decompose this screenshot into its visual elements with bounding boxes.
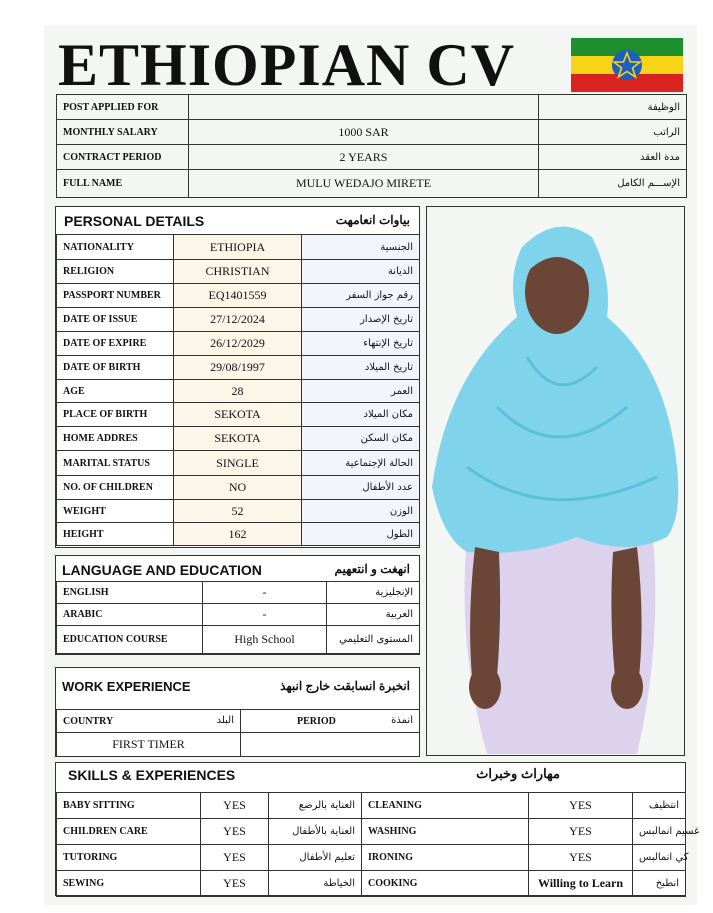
skill-value: YES (529, 793, 633, 819)
personal-row (57, 380, 420, 403)
personal-row (57, 260, 420, 284)
skill-label: TUTORING (57, 845, 201, 871)
skill-value: YES (201, 845, 269, 871)
skill-arabic: العناية بالأطفال (269, 819, 362, 845)
skill-arabic: تعليم الأطفال (269, 845, 362, 871)
page-title: ETHIOPIAN CV (58, 32, 516, 98)
language-heading-arabic: انهغت و انتعهيم (334, 562, 410, 576)
personal-value: EQ1401559 (174, 284, 302, 308)
salary-label: MONTHLY SALARY (57, 120, 189, 145)
personal-value: 162 (174, 523, 302, 546)
personal-arabic: الجنسية (302, 235, 420, 260)
personal-label: RELIGION (57, 260, 174, 284)
salary-value: 1000 SAR (189, 120, 539, 145)
personal-details-heading: PERSONAL DETAILS (64, 213, 205, 229)
work-experience-heading: WORK EXPERIENCE (62, 679, 191, 694)
language-row (57, 582, 420, 604)
post-applied-value (189, 95, 539, 120)
skills-heading: SKILLS & EXPERIENCES (68, 767, 236, 783)
personal-value: SINGLE (174, 451, 302, 476)
skill-value: YES (201, 819, 269, 845)
full-name-arabic: الإســـم الكامل (539, 170, 687, 198)
personal-label: DATE OF BIRTH (57, 356, 174, 380)
personal-label: NO. OF CHILDREN (57, 476, 174, 500)
skill-arabic: غسيم انمالبس (633, 819, 686, 845)
work-header-row (57, 710, 420, 733)
personal-row (57, 427, 420, 451)
period-arabic: انمذة (391, 715, 413, 726)
personal-row (57, 403, 420, 427)
skill-label: BABY SITTING (57, 793, 201, 819)
row-full-name (57, 170, 687, 198)
full-name-label: FULL NAME (57, 170, 189, 198)
post-applied-label: POST APPLIED FOR (57, 95, 189, 120)
skill-label: WASHING (362, 819, 529, 845)
work-country-value: FIRST TIMER (57, 733, 241, 757)
skills-heading-arabic: مهاراث وخبراث (476, 766, 560, 781)
ethiopia-flag-icon (571, 38, 683, 92)
personal-label: WEIGHT (57, 500, 174, 523)
personal-arabic: عدد الأطفال (302, 476, 420, 500)
arabic-value: - (203, 604, 327, 626)
work-table (56, 709, 420, 757)
full-name-value: MULU WEDAJO MIRETE (189, 170, 539, 198)
personal-value: 29/08/1997 (174, 356, 302, 380)
contract-value: 2 YEARS (189, 145, 539, 170)
row-post-applied (57, 95, 687, 120)
salary-arabic: الراتب (539, 120, 687, 145)
personal-label: MARITAL STATUS (57, 451, 174, 476)
language-row (57, 626, 420, 654)
personal-arabic: تاريخ الإنتهاء (302, 332, 420, 356)
english-value: - (203, 582, 327, 604)
language-table (56, 581, 420, 654)
work-experience-heading-arabic: انخبرة انسابقت خارج انبهذ (280, 679, 410, 693)
personal-arabic: الطول (302, 523, 420, 546)
personal-value: NO (174, 476, 302, 500)
skill-value: YES (201, 793, 269, 819)
personal-label: NATIONALITY (57, 235, 174, 260)
skill-label: IRONING (362, 845, 529, 871)
contract-arabic: مدة العقد (539, 145, 687, 170)
personal-row (57, 308, 420, 332)
personal-arabic: العمر (302, 380, 420, 403)
personal-details-table (56, 234, 420, 546)
education-value: High School (203, 626, 327, 654)
personal-details-heading-arabic: بياوات انعامهت (335, 213, 410, 227)
skills-row (57, 845, 686, 871)
personal-value: SEKOTA (174, 427, 302, 451)
country-arabic: البلد (216, 715, 234, 726)
personal-label: PLACE OF BIRTH (57, 403, 174, 427)
personal-label: DATE OF ISSUE (57, 308, 174, 332)
contract-label: CONTRACT PERIOD (57, 145, 189, 170)
top-info-table (56, 94, 687, 198)
personal-label: HOME ADDRES (57, 427, 174, 451)
skills-row (57, 819, 686, 845)
period-cell (241, 710, 420, 733)
personal-row (57, 451, 420, 476)
english-arabic: الإنجليزية (327, 582, 420, 604)
skill-value: YES (201, 871, 269, 897)
skill-arabic: العناية بالرضع (269, 793, 362, 819)
language-row (57, 604, 420, 626)
personal-row (57, 284, 420, 308)
skill-value: YES (529, 819, 633, 845)
country-cell (57, 710, 241, 733)
skills-table (56, 792, 700, 897)
personal-label: HEIGHT (57, 523, 174, 546)
personal-value: SEKOTA (174, 403, 302, 427)
row-contract-period (57, 145, 687, 170)
personal-label: AGE (57, 380, 174, 403)
row-monthly-salary (57, 120, 687, 145)
skill-label: SEWING (57, 871, 201, 897)
skill-arabic: انتظيف (633, 793, 686, 819)
skill-arabic: انطبخ (633, 871, 686, 897)
skill-value: YES (529, 845, 633, 871)
personal-row (57, 523, 420, 546)
personal-value: 28 (174, 380, 302, 403)
personal-arabic: الحالة الإجتماعية (302, 451, 420, 476)
arabic-arabic: العربية (327, 604, 420, 626)
personal-row (57, 500, 420, 523)
personal-value: ETHIOPIA (174, 235, 302, 260)
skills-row (57, 793, 686, 819)
personal-value: 26/12/2029 (174, 332, 302, 356)
education-label: EDUCATION COURSE (57, 626, 203, 654)
arabic-label: ARABIC (57, 604, 203, 626)
skill-label: CHILDREN CARE (57, 819, 201, 845)
work-value-row (57, 733, 420, 757)
personal-arabic: تاريخ الإصدار (302, 308, 420, 332)
personal-arabic: تاريخ الميلاد (302, 356, 420, 380)
skill-label: COOKING (362, 871, 529, 897)
personal-arabic: مكان السكن (302, 427, 420, 451)
education-arabic: المستوى التعليمي (327, 626, 420, 654)
post-applied-arabic: الوظيفة (539, 95, 687, 120)
personal-arabic: الوزن (302, 500, 420, 523)
skills-row (57, 871, 686, 897)
candidate-photo (426, 206, 685, 756)
country-label: COUNTRY (63, 716, 114, 727)
personal-row (57, 235, 420, 260)
personal-arabic: مكان الميلاد (302, 403, 420, 427)
skill-arabic: كي انمالبس (633, 845, 686, 871)
personal-value: CHRISTIAN (174, 260, 302, 284)
personal-label: PASSPORT NUMBER (57, 284, 174, 308)
language-heading: LANGUAGE AND EDUCATION (62, 562, 262, 578)
personal-arabic: رقم جواز السفر (302, 284, 420, 308)
period-label: PERIOD (297, 716, 336, 727)
personal-row (57, 356, 420, 380)
english-label: ENGLISH (57, 582, 203, 604)
skill-label: CLEANING (362, 793, 529, 819)
personal-value: 52 (174, 500, 302, 523)
skill-value: Willing to Learn (529, 871, 633, 897)
personal-value: 27/12/2024 (174, 308, 302, 332)
personal-row (57, 332, 420, 356)
personal-arabic: الديانة (302, 260, 420, 284)
work-period-value (241, 733, 420, 757)
skill-arabic: الخياطة (269, 871, 362, 897)
personal-label: DATE OF EXPIRE (57, 332, 174, 356)
personal-row (57, 476, 420, 500)
